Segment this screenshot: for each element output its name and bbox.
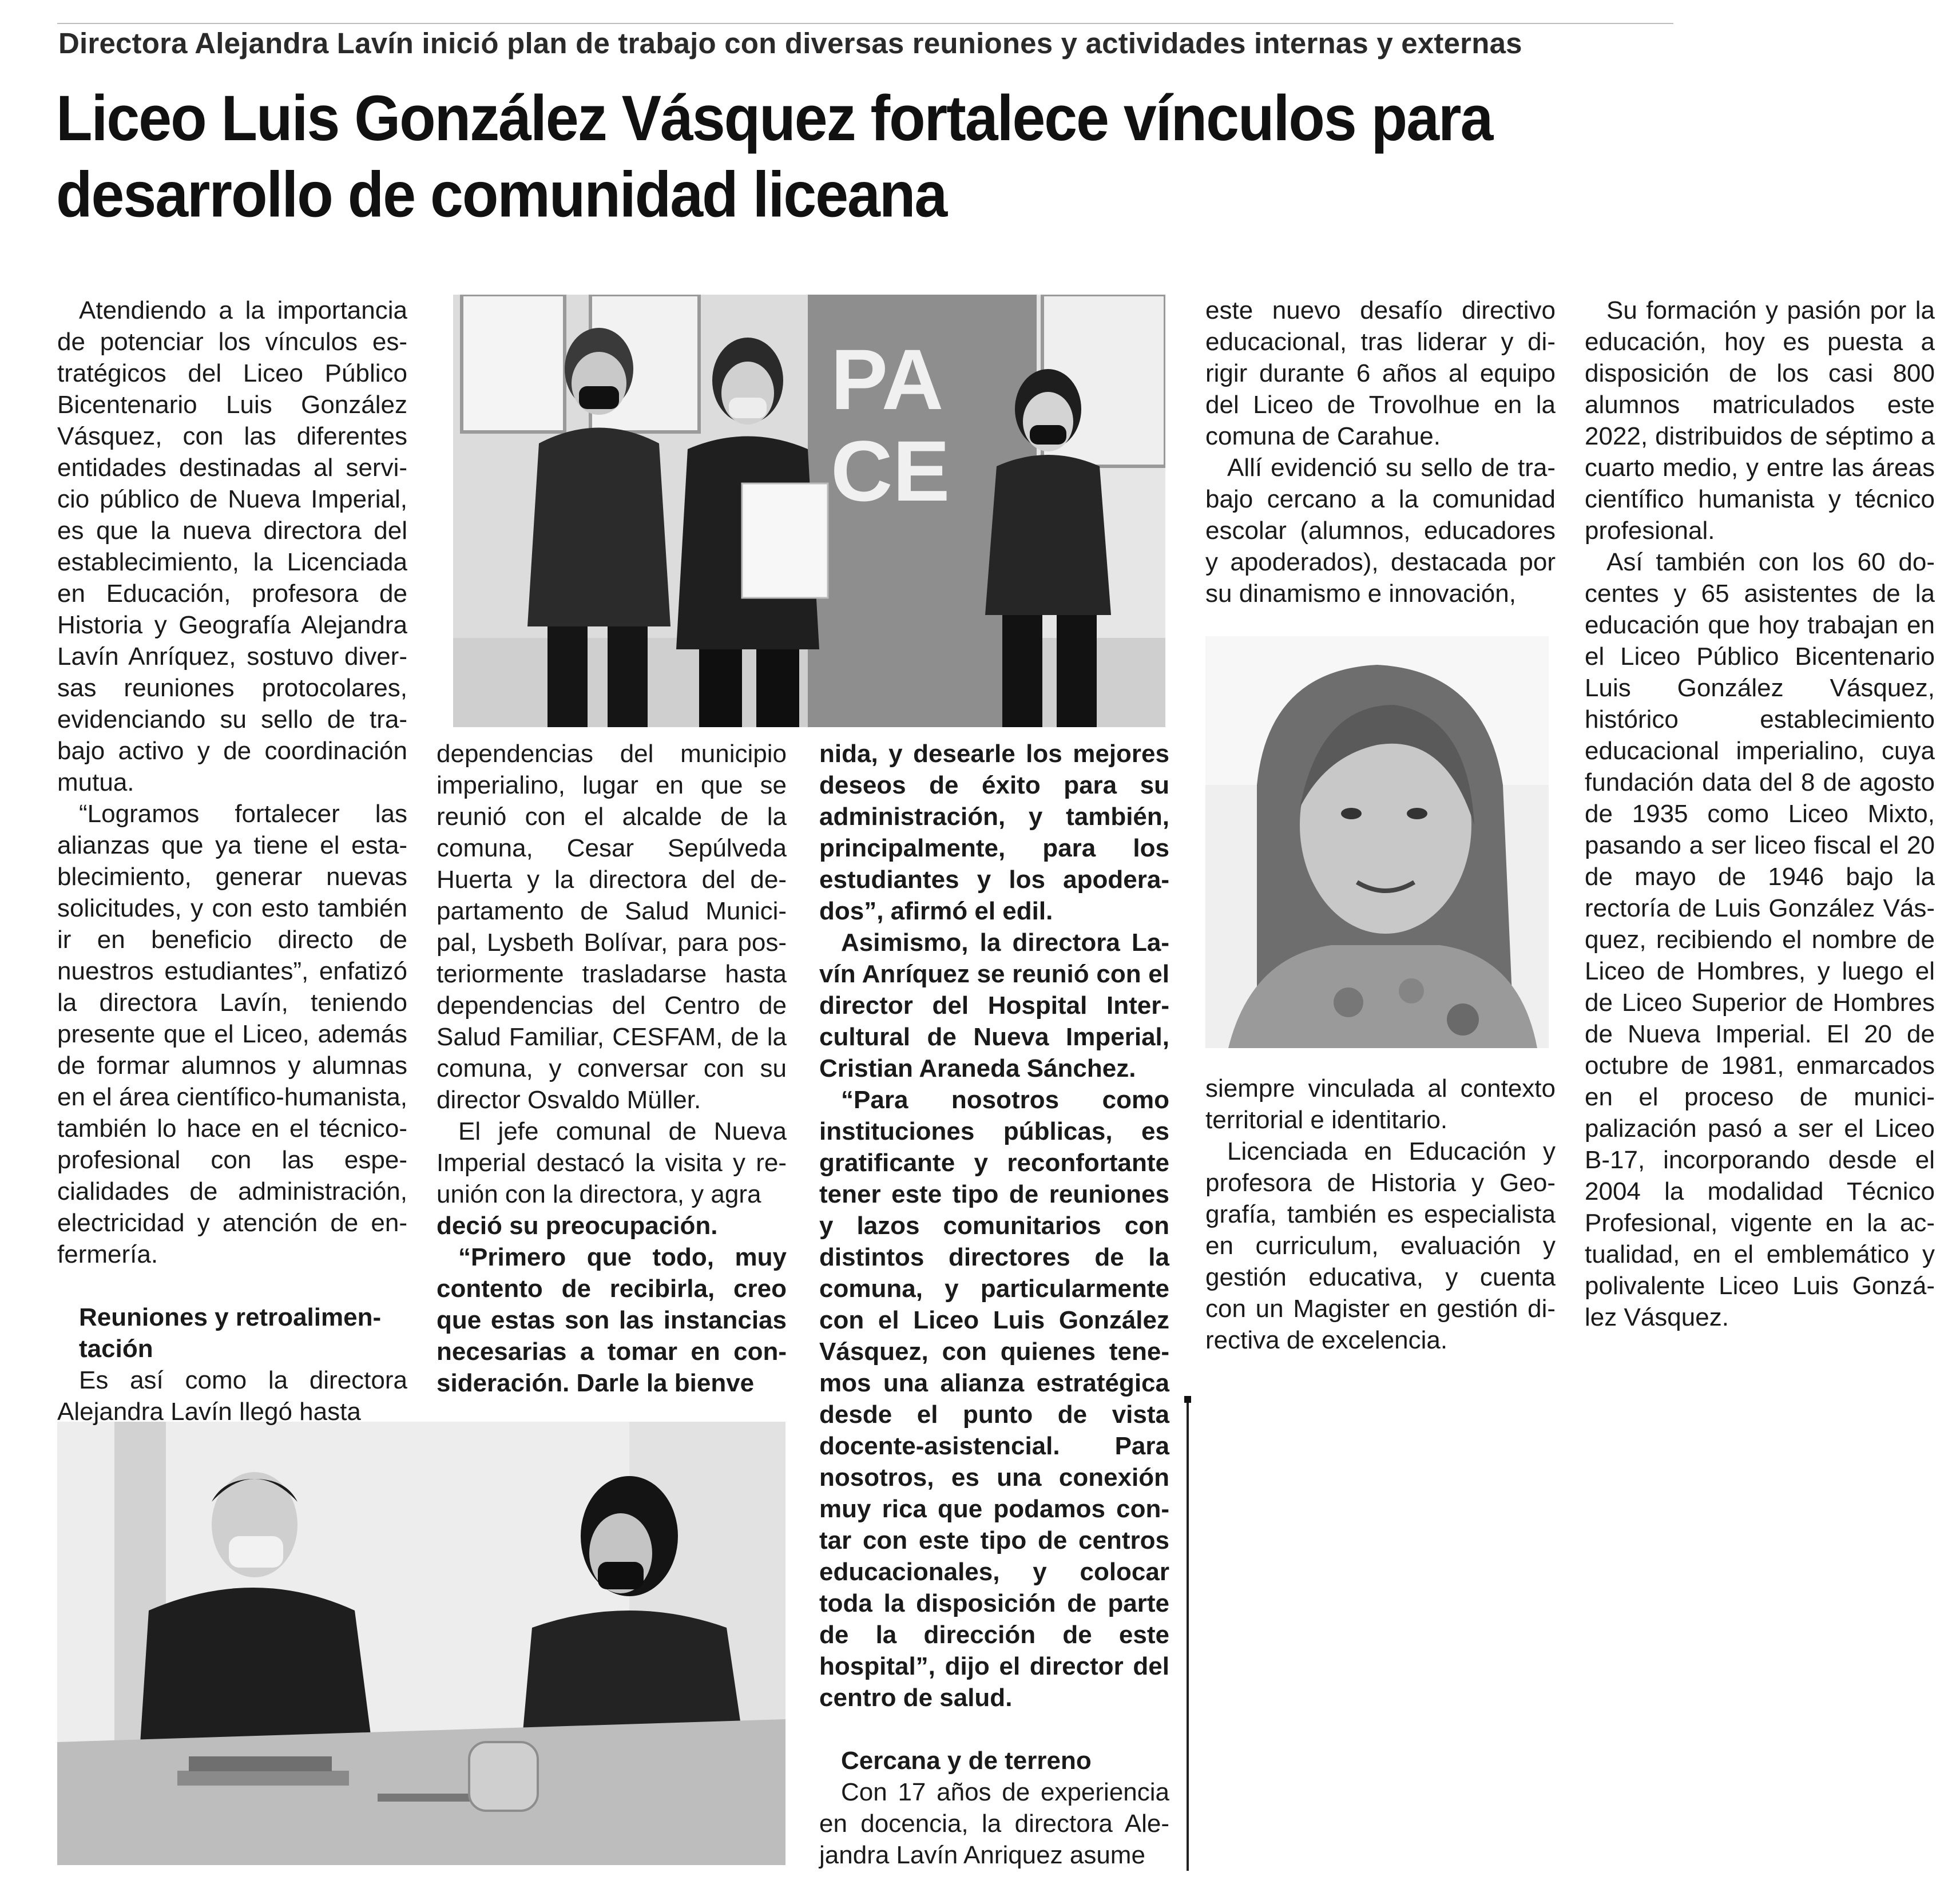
column-1 xyxy=(57,295,407,1427)
column-5 xyxy=(1585,295,1935,1333)
col2-paragraph-1: dependencias del municipio imperialino, lugar en que se reunió con el alcalde de la comuna, Cesar Sepúlveda Huerta y la directora del departamento de Salud Municipal, Lysbeth Bolívar, para posteriormente trasladarse hasta dependencias del Centro de Salud Familiar, CESFAM, de la comuna, y conversar con su director Osvaldo Müller. xyxy=(437,740,787,1114)
photo-director-portrait-image xyxy=(1205,636,1549,1048)
col2-paragraph-2b: deció su preocupación. xyxy=(437,1212,718,1240)
column-4-top xyxy=(1205,295,1556,609)
col1-paragraph-3: Es así como la directora Alejandra Lavín llegó hasta xyxy=(57,1366,407,1426)
col3-subhead: Cercana y de terreno xyxy=(841,1747,1092,1775)
col2-paragraph-3: “Primero que todo, muy contento de recibirla, creo que estas son las instancias necesarias a tomar en consideración. Darle la bienve xyxy=(437,1243,787,1397)
col3-paragraph-3: “Para nosotros como instituciones públicas, es gratificante y reconfortante tener este tipo de reuniones y lazos comunitarios con distintos directores de la comuna, y particularmente con el Liceo Luis González Vásquez, con quienes tenemos una alianza estratégica desde el punto de vista docente-asistencial. Para nosotros, es una conexión muy rica que podamos contar con este tipo de centros educacionales, y colocar toda la disposición de parte de la dirección de este hospital”, dijo el director del centro de salud. xyxy=(819,1086,1169,1712)
photo-director-portrait xyxy=(1205,636,1549,1048)
col1-paragraph-2: “Logramos fortalecer las alianzas que ya tiene el establecimiento, generar nuevas solicitudes, y con esto también ir en beneficio directo de nuestros estudiantes”, enfatizó la directora Lavín, teniendo presente que el Liceo, además de formar alumnos y alumnas en el área científico-humanista, también lo hace en el técnico-profesional con las especialidades de administración, electricidad y atención de enfermería. xyxy=(57,800,407,1268)
column-2 xyxy=(437,738,787,1399)
col1-subhead: Reuniones y retroalimentación xyxy=(79,1303,382,1363)
col5-paragraph-2: Así también con los 60 docentes y 65 asistentes de la educación que hoy trabajan en el Liceo Público Bicentenario Luis González Vásquez, histórico establecimiento educacional imperialino, cuya fundación data del 8 de agosto de 1935 como Liceo Mixto, pasando a ser liceo fiscal el 20 de mayo de 1946 bajo la rectoría de Luis González Vásquez, recibiendo el nombre de Liceo de Hombres, y luego el de Liceo Superior de Hombres de Nueva Imperial. El 20 de octubre de 1981, enmarcados en el proceso de municipalización pasó a ser el Liceo B-17, incorporando desde el 2004 la modalidad Técnico Profesional, vigente en la actualidad, en el emblemático y polivalente Liceo Luis González Vásquez. xyxy=(1585,548,1935,1331)
banner-word-top: PA xyxy=(831,331,944,427)
col5-paragraph-1: Su formación y pasión por la educación, hoy es puesta a disposición de los casi 800 alumnos matriculados este 2022, distribuidos de séptimo a cuarto medio, y entre las áreas científico humanista y técnico profesional. xyxy=(1585,296,1935,545)
photo-hospital-meeting-image xyxy=(57,1422,785,1865)
col4-paragraph-4: Licenciada en Educación y profesora de Historia y Geografía, también es especialista en curriculum, evaluación y gestión educativa, y cuenta con un Magister en gestión directiva de excelencia. xyxy=(1205,1137,1556,1354)
col2-paragraph-2a: El jefe comunal de Nueva Imperial destacó la visita y reunión con la directora, y agra xyxy=(437,1117,787,1208)
col3-paragraph-4: Con 17 años de experiencia en docencia, la directora Alejandra Lavín Anriquez asume xyxy=(819,1778,1169,1869)
col4-paragraph-3: siempre vinculada al contexto territorial e identitario. xyxy=(1205,1074,1556,1134)
top-rule xyxy=(57,23,1673,24)
col3-paragraph-1: nida, y desearle los mejores deseos de éxito para su administración, y también, principalmente, para los estudiantes y los apoderados”, afirmó el edil. xyxy=(819,740,1169,925)
column-divider xyxy=(1187,1396,1189,1871)
column-3 xyxy=(819,738,1169,1871)
kicker: Directora Alejandra Lavín inició plan de trabajo con diversas reuniones y actividades internas y externas xyxy=(58,27,1522,60)
column-4-bottom xyxy=(1205,1073,1556,1356)
photo-hospital-meeting xyxy=(57,1422,785,1865)
column-divider-cap xyxy=(1184,1396,1191,1403)
col1-paragraph-1: Atendiendo a la importancia de potenciar los vínculos estratégicos del Liceo Público Bicentenario Luis González Vásquez, con las diferentes entidades destinadas al servicio público de Nueva Imperial, es que la nueva directora del establecimiento, la Licenciada en Educación, profesora de Historia y Geografía Alejandra Lavín Anríquez, sostuvo diversas reuniones protocolares, evidenciando su sello de trabajo activo y de coordinación mutua. xyxy=(57,296,407,796)
headline: Liceo Luis González Vásquez fortalece vínculos para desarrollo de comunidad liceana xyxy=(56,82,1493,231)
photo-pace-meeting xyxy=(453,295,1165,727)
banner-word-bottom: CE xyxy=(831,423,950,519)
photo-pace-meeting-image xyxy=(453,295,1165,727)
col4-paragraph-2: Allí evidenció su sello de trabajo cercano a la comunidad escolar (alumnos, educadores y apoderados), destacada por su dinamismo e innovación, xyxy=(1205,454,1556,608)
col3-paragraph-2: Asimismo, la directora Lavín Anríquez se reunió con el director del Hospital Intercultural de Nueva Imperial, Cristian Araneda Sánchez. xyxy=(819,929,1169,1082)
col4-paragraph-1: este nuevo desafío directivo educacional, tras liderar y dirigir durante 6 años al equipo del Liceo de Trovolhue en la comuna de Carahue. xyxy=(1205,296,1556,450)
